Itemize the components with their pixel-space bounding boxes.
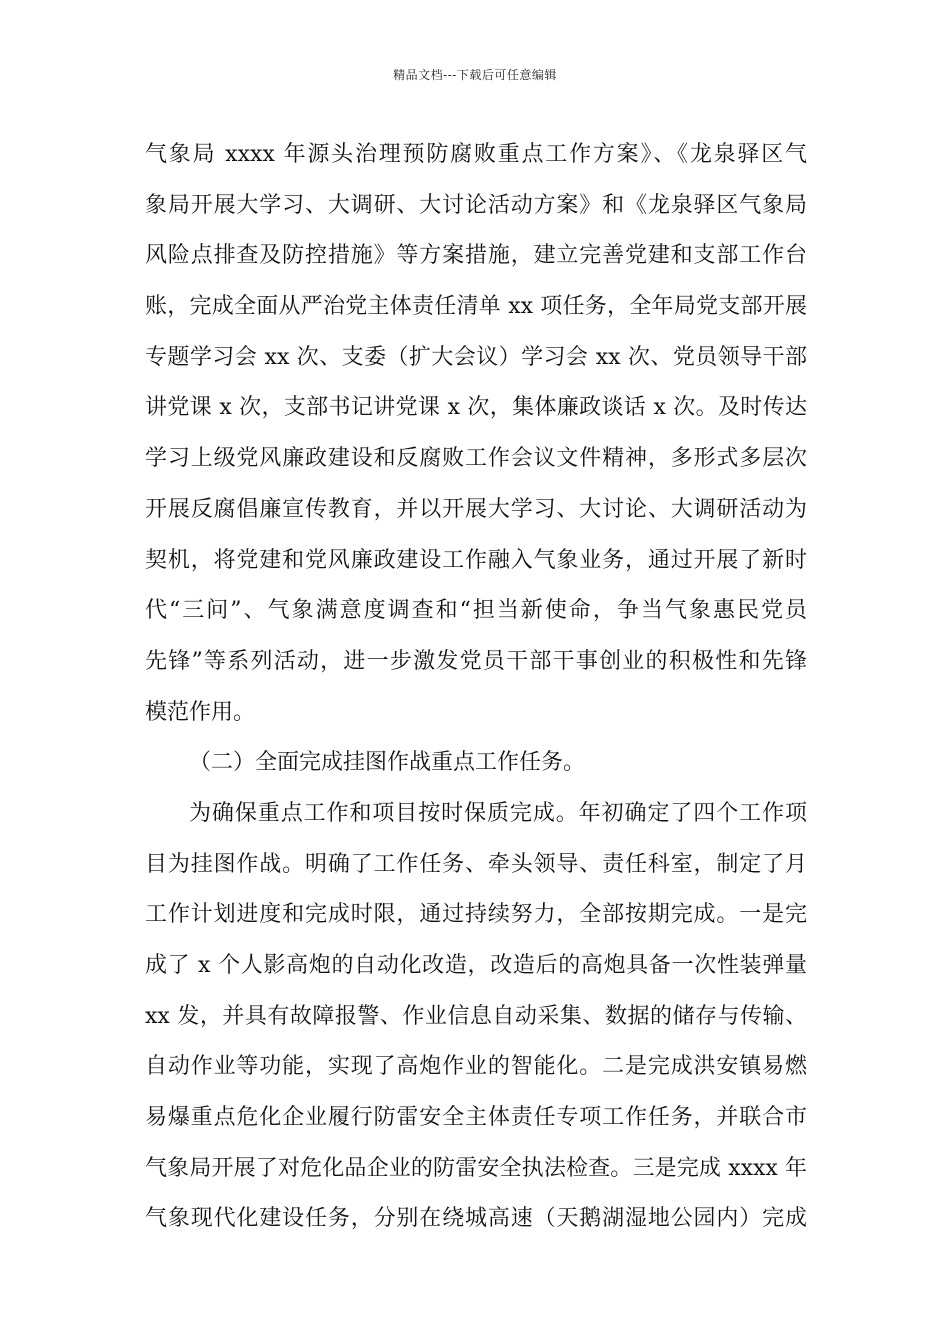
text-line: 账，完成全面从严治党主体责任清单 xx 项任务，全年局党支部开展 (145, 294, 807, 320)
text-line: 气象现代化建设任务，分别在绕城高速（天鹅湖湿地公园内）完成 (145, 1206, 807, 1232)
body-text (145, 130, 807, 1245)
text-line: 工作计划进度和完成时限，通过持续努力，全部按期完成。一是完 (145, 902, 807, 928)
text-line: 专题学习会 xx 次、支委（扩大会议）学习会 xx 次、党员领导干部 (145, 344, 807, 370)
text-line: 学习上级党风廉政建设和反腐败工作会议文件精神，多形式多层次 (145, 446, 807, 472)
section-heading: （二）全面完成挂图作战重点工作任务。 (189, 750, 586, 776)
text-line: 风险点排查及防控措施》等方案措施，建立完善党建和支部工作台 (145, 243, 807, 269)
text-line: 象局开展大学习、大调研、大讨论活动方案》和《龙泉驿区气象局 (145, 192, 807, 218)
text-line: 气象局 xxxx 年源头治理预防腐败重点工作方案》、《龙泉驿区气 (145, 142, 807, 167)
text-line: 自动作业等功能，实现了高炮作业的智能化。二是完成洪安镇易燃 (145, 1054, 807, 1080)
paragraph-start-line: 为确保重点工作和项目按时保质完成。年初确定了四个工作项 (189, 800, 807, 826)
text-line: 契机，将党建和党风廉政建设工作融入气象业务，通过开展了新时 (145, 547, 807, 573)
text-line: xx 发，并具有故障报警、作业信息自动采集、数据的储存与传输、 (145, 1003, 807, 1029)
text-line: 气象局开展了对危化品企业的防雷安全执法检查。三是完成 xxxx 年 (145, 1155, 807, 1181)
text-line: 成了 x 个人影高炮的自动化改造，改造后的高炮具备一次性装弹量 (145, 953, 807, 978)
text-line: 开展反腐倡廉宣传教育，并以开展大学习、大讨论、大调研活动为 (145, 496, 807, 522)
page-header: 精品文档---下载后可任意编辑 (393, 68, 557, 82)
paragraph-end-line: 模范作用。 (145, 699, 256, 725)
text-line: 代“三问”、气象满意度调查和“担当新使命，争当气象惠民党员 (145, 598, 807, 624)
text-line: 目为挂图作战。明确了工作任务、牵头领导、责任科室，制定了月 (145, 851, 807, 877)
text-line: 讲党课 x 次，支部书记讲党课 x 次，集体廉政谈话 x 次。及时传达 (145, 395, 807, 421)
text-line: 先锋”等系列活动，进一步激发党员干部干事创业的积极性和先锋 (145, 648, 807, 674)
text-line: 易爆重点危化企业履行防雷安全主体责任专项工作任务，并联合市 (145, 1105, 807, 1131)
